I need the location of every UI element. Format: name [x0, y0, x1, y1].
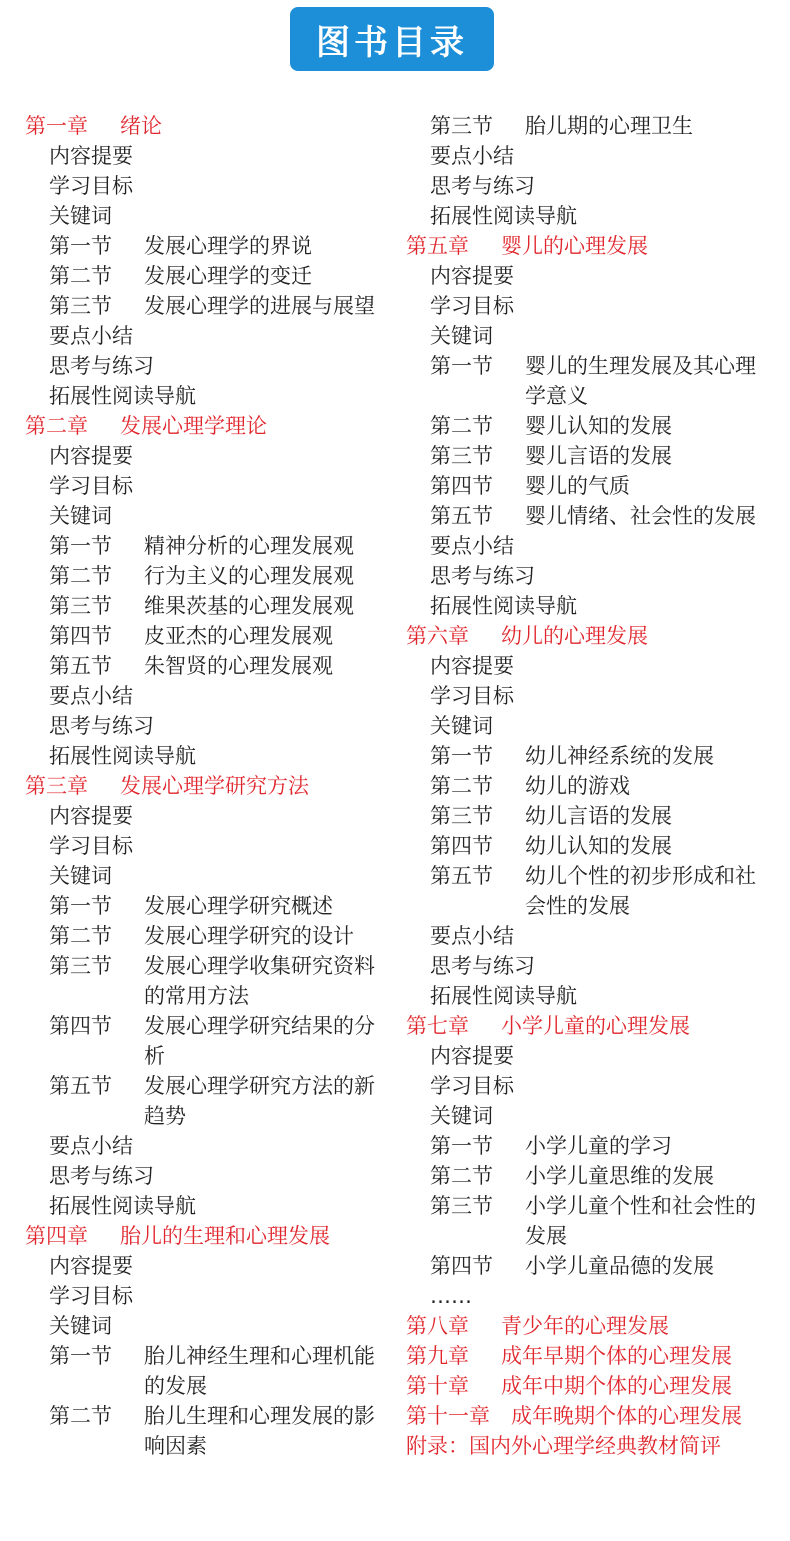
page-title-banner: 图书目录	[290, 7, 494, 71]
chapter-title: 小学儿童的心理发展	[501, 1014, 690, 1038]
toc-item: 学习目标	[49, 834, 133, 858]
section-title: 小学儿童品德的发展	[525, 1254, 714, 1278]
toc-item: 内容提要	[49, 804, 133, 828]
section-title: 朱智贤的心理发展观	[144, 654, 333, 678]
toc-item: 关键词	[430, 324, 493, 348]
toc-column-left	[25, 111, 390, 1461]
section-title: 幼儿神经系统的发展	[525, 744, 714, 768]
toc-item: 关键词	[49, 864, 112, 888]
section-title: 发展心理学研究概述	[144, 894, 333, 918]
section-title: 精神分析的心理发展观	[144, 534, 354, 558]
chapter-title: 成年中期个体的心理发展	[501, 1374, 732, 1398]
section-title: 胎儿期的心理卫生	[525, 114, 693, 138]
chapter-title: 成年早期个体的心理发展	[501, 1344, 732, 1368]
section-title: 幼儿个性的初步形成和社会性的发展	[525, 864, 756, 918]
section-title: 发展心理学的变迁	[144, 264, 312, 288]
toc-item: 学习目标	[430, 1074, 514, 1098]
section-entry	[25, 621, 390, 651]
section-title: 皮亚杰的心理发展观	[144, 624, 333, 648]
section-title: 发展心理学的进展与展望	[144, 294, 375, 318]
section-number: 第一节	[49, 894, 112, 918]
section-entry	[25, 951, 390, 1011]
section-number: 第三节	[49, 954, 112, 978]
chapter-title: 胎儿的生理和心理发展	[120, 1224, 330, 1248]
chapter-number: 第八章	[406, 1314, 469, 1338]
section-entry	[25, 1011, 390, 1071]
section-entry	[25, 261, 390, 291]
chapter-number: 第十章	[406, 1374, 469, 1398]
section-number: 第五节	[430, 864, 493, 888]
toc-item: 要点小结	[49, 324, 133, 348]
section-entry	[25, 1341, 390, 1401]
section-entry	[406, 111, 776, 141]
section-entry	[406, 1131, 776, 1161]
section-number: 第二节	[430, 774, 493, 798]
section-number: 第二节	[49, 1404, 112, 1428]
toc-item: 内容提要	[49, 144, 133, 168]
toc-item: 思考与练习	[430, 954, 535, 978]
toc-item: 要点小结	[430, 534, 514, 558]
section-title: 婴儿言语的发展	[525, 444, 672, 468]
section-title: 发展心理学研究的设计	[144, 924, 354, 948]
section-title: 婴儿认知的发展	[525, 414, 672, 438]
toc-item: 学习目标	[49, 174, 133, 198]
toc-item: 思考与练习	[49, 714, 154, 738]
section-entry	[25, 891, 390, 921]
toc-item: ……	[430, 1284, 472, 1308]
toc-item: 学习目标	[49, 474, 133, 498]
section-number: 第四节	[430, 1254, 493, 1278]
chapter-number: 第四章	[25, 1224, 88, 1248]
section-entry	[406, 501, 776, 531]
section-title: 幼儿认知的发展	[525, 834, 672, 858]
chapter-title: 青少年的心理发展	[501, 1314, 669, 1338]
section-title: 维果茨基的心理发展观	[144, 594, 354, 618]
toc-item: 学习目标	[49, 1284, 133, 1308]
section-title: 婴儿情绪、社会性的发展	[525, 504, 756, 528]
toc-item: 思考与练习	[430, 564, 535, 588]
toc-item: 关键词	[430, 1104, 493, 1128]
section-title: 小学儿童的学习	[525, 1134, 672, 1158]
section-entry	[25, 561, 390, 591]
section-title: 发展心理学收集研究资料的常用方法	[144, 954, 375, 1008]
section-number: 第二节	[49, 564, 112, 588]
section-title: 婴儿的气质	[525, 474, 630, 498]
section-title: 胎儿神经生理和心理机能的发展	[144, 1344, 375, 1398]
section-number: 第四节	[430, 834, 493, 858]
chapter-entry	[406, 1311, 776, 1341]
chapter-title: 绪论	[120, 114, 162, 138]
section-number: 第一节	[430, 744, 493, 768]
section-number: 第四节	[49, 624, 112, 648]
toc-item: 内容提要	[430, 264, 514, 288]
section-number: 第三节	[430, 444, 493, 468]
toc-item: 思考与练习	[49, 1164, 154, 1188]
chapter-number: 第九章	[406, 1344, 469, 1368]
section-number: 第一节	[49, 234, 112, 258]
section-number: 第三节	[430, 804, 493, 828]
section-entry	[25, 921, 390, 951]
toc-item: 要点小结	[49, 1134, 133, 1158]
toc-item: 拓展性阅读导航	[430, 594, 577, 618]
chapter-number: 第六章	[406, 624, 469, 648]
section-number: 第五节	[430, 504, 493, 528]
section-title: 胎儿生理和心理发展的影响因素	[144, 1404, 375, 1458]
toc-item: 学习目标	[430, 684, 514, 708]
section-number: 第五节	[49, 1074, 112, 1098]
toc-item: 关键词	[49, 1314, 112, 1338]
section-number: 第二节	[430, 414, 493, 438]
section-entry	[406, 831, 776, 861]
chapter-entry	[25, 771, 390, 801]
chapter-title: 发展心理学理论	[120, 414, 267, 438]
toc-item: 拓展性阅读导航	[430, 984, 577, 1008]
chapter-entry	[406, 1341, 776, 1371]
section-title: 发展心理学研究结果的分析	[144, 1014, 375, 1068]
toc-item: 思考与练习	[49, 354, 154, 378]
chapter-title: 婴儿的心理发展	[501, 234, 648, 258]
section-entry	[406, 861, 776, 921]
chapter-title: 发展心理学研究方法	[120, 774, 309, 798]
section-entry	[406, 1191, 776, 1251]
section-title: 发展心理学的界说	[144, 234, 312, 258]
section-entry	[406, 771, 776, 801]
section-entry	[406, 1161, 776, 1191]
toc-item: 内容提要	[430, 1044, 514, 1068]
section-entry	[406, 1251, 776, 1281]
chapter-number: 第七章	[406, 1014, 469, 1038]
section-entry	[25, 591, 390, 621]
chapter-entry	[406, 1371, 776, 1401]
toc-item: 要点小结	[49, 684, 133, 708]
section-title: 行为主义的心理发展观	[144, 564, 354, 588]
chapter-entry	[25, 111, 390, 141]
section-entry	[25, 1071, 390, 1131]
section-number: 第二节	[49, 264, 112, 288]
toc-item: 关键词	[49, 204, 112, 228]
chapter-entry	[406, 1011, 776, 1041]
section-entry	[406, 351, 776, 411]
section-entry	[25, 291, 390, 321]
toc-item: 拓展性阅读导航	[49, 744, 196, 768]
section-title: 幼儿的游戏	[525, 774, 630, 798]
toc-item: 内容提要	[49, 444, 133, 468]
section-title: 小学儿童个性和社会性的发展	[525, 1194, 756, 1248]
chapter-entry: 第十一章 成年晚期个体的心理发展	[406, 1404, 742, 1428]
chapter-entry	[25, 411, 390, 441]
toc-item: 关键词	[49, 504, 112, 528]
section-entry	[406, 741, 776, 771]
section-number: 第四节	[430, 474, 493, 498]
section-entry	[25, 651, 390, 681]
toc-item: 内容提要	[49, 1254, 133, 1278]
section-entry	[25, 1401, 390, 1461]
toc-item: 拓展性阅读导航	[430, 204, 577, 228]
section-entry	[406, 441, 776, 471]
chapter-number: 第五章	[406, 234, 469, 258]
chapter-title: 幼儿的心理发展	[501, 624, 648, 648]
section-number: 第一节	[430, 1134, 493, 1158]
section-entry	[406, 801, 776, 831]
chapter-entry: 附录：国内外心理学经典教材简评	[406, 1434, 721, 1458]
section-number: 第一节	[430, 354, 493, 378]
toc-item: 拓展性阅读导航	[49, 384, 196, 408]
chapter-number: 第三章	[25, 774, 88, 798]
toc-column-right	[406, 111, 776, 1461]
toc-item: 拓展性阅读导航	[49, 1194, 196, 1218]
chapter-entry	[406, 621, 776, 651]
section-number: 第一节	[49, 1344, 112, 1368]
section-number: 第二节	[430, 1164, 493, 1188]
toc-item: 要点小结	[430, 144, 514, 168]
section-number: 第四节	[49, 1014, 112, 1038]
section-number: 第一节	[49, 534, 112, 558]
chapter-entry	[406, 231, 776, 261]
chapter-number: 第一章	[25, 114, 88, 138]
toc-item: 学习目标	[430, 294, 514, 318]
section-entry	[25, 231, 390, 261]
section-entry	[406, 411, 776, 441]
section-entry	[25, 531, 390, 561]
toc-item: 要点小结	[430, 924, 514, 948]
toc-item: 关键词	[430, 714, 493, 738]
section-title: 小学儿童思维的发展	[525, 1164, 714, 1188]
section-number: 第五节	[49, 654, 112, 678]
chapter-number: 第二章	[25, 414, 88, 438]
section-title: 幼儿言语的发展	[525, 804, 672, 828]
section-entry	[406, 471, 776, 501]
section-number: 第三节	[49, 294, 112, 318]
section-number: 第三节	[430, 1194, 493, 1218]
section-number: 第二节	[49, 924, 112, 948]
section-number: 第三节	[430, 114, 493, 138]
toc-item: 内容提要	[430, 654, 514, 678]
section-number: 第三节	[49, 594, 112, 618]
section-title: 发展心理学研究方法的新趋势	[144, 1074, 375, 1128]
toc-item: 思考与练习	[430, 174, 535, 198]
chapter-entry	[25, 1221, 390, 1251]
section-title: 婴儿的生理发展及其心理学意义	[525, 354, 756, 408]
